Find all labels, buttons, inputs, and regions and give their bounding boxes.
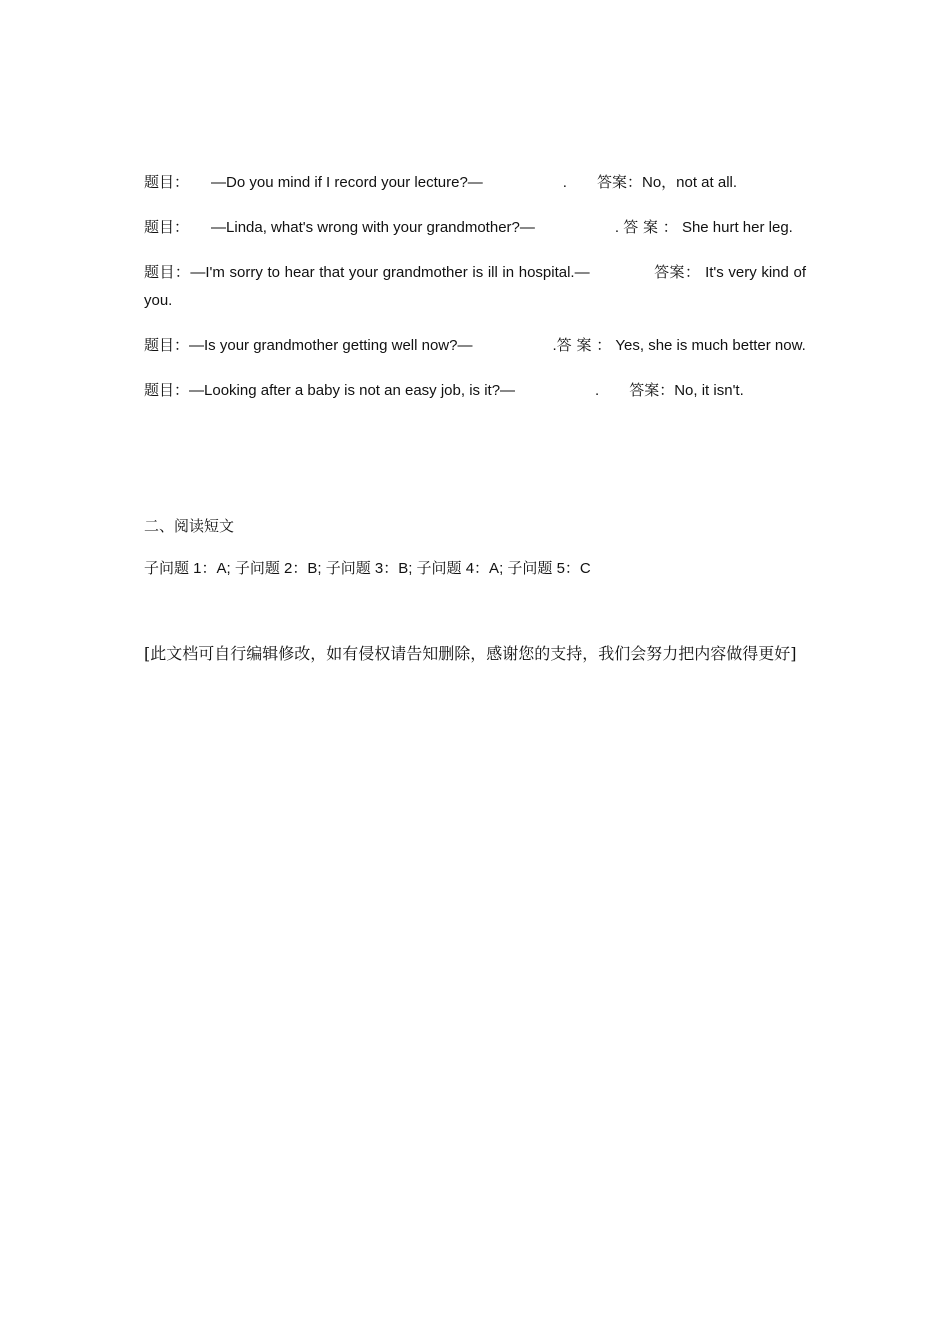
question-text: —Is your grandmother getting well now?— <box>189 337 473 354</box>
question-label: 题目： <box>144 173 190 191</box>
question-list <box>144 168 806 421</box>
question-label: 题目： <box>144 381 190 399</box>
answer-label: 答案： <box>596 173 642 191</box>
question-item <box>144 213 806 242</box>
question-label: 题目： <box>144 218 190 236</box>
question-text: —Looking after a baby is not an easy job, is it?— <box>189 382 516 399</box>
question-text: —I'm sorry to hear that your grandmother is ill in hospital.— <box>190 264 590 281</box>
reading-answers: 子问题 1：A; 子问题 2：B; 子问题 3：B; 子问题 4：A; 子问题 5：C <box>144 560 591 577</box>
answer-text: She hurt her leg. <box>681 219 793 236</box>
question-item <box>144 168 806 197</box>
question-item <box>144 376 806 405</box>
answer-label: 答案： <box>653 263 701 281</box>
question-period: . <box>552 337 557 354</box>
question-label: 题目： <box>144 263 191 281</box>
answer-label: 答 案 ： <box>623 218 678 236</box>
question-period: . <box>562 174 567 191</box>
question-period: . <box>614 219 620 236</box>
answer-label: 答案： <box>629 381 675 399</box>
question-text: —Linda, what's wrong with your grandmother?— <box>211 219 535 236</box>
answer-text: It's very kind of you. <box>144 264 806 309</box>
question-label: 题目： <box>144 336 190 354</box>
question-item <box>144 331 806 360</box>
edit-notice: [此文档可自行编辑修改，如有侵权请告知删除，感谢您的支持，我们会努力把内容做得更好] <box>144 644 797 663</box>
answer-text: No，not at all. <box>641 174 738 191</box>
question-period: . <box>595 382 600 399</box>
answer-text: Yes, she is much better now. <box>615 337 806 354</box>
answer-label: 答 案 ： <box>556 336 612 354</box>
question-text: —Do you mind if I record your lecture?— <box>211 174 483 191</box>
question-item <box>144 258 806 315</box>
section-heading: 二、阅读短文 <box>144 517 235 535</box>
answer-text: No, it isn't. <box>674 382 744 399</box>
